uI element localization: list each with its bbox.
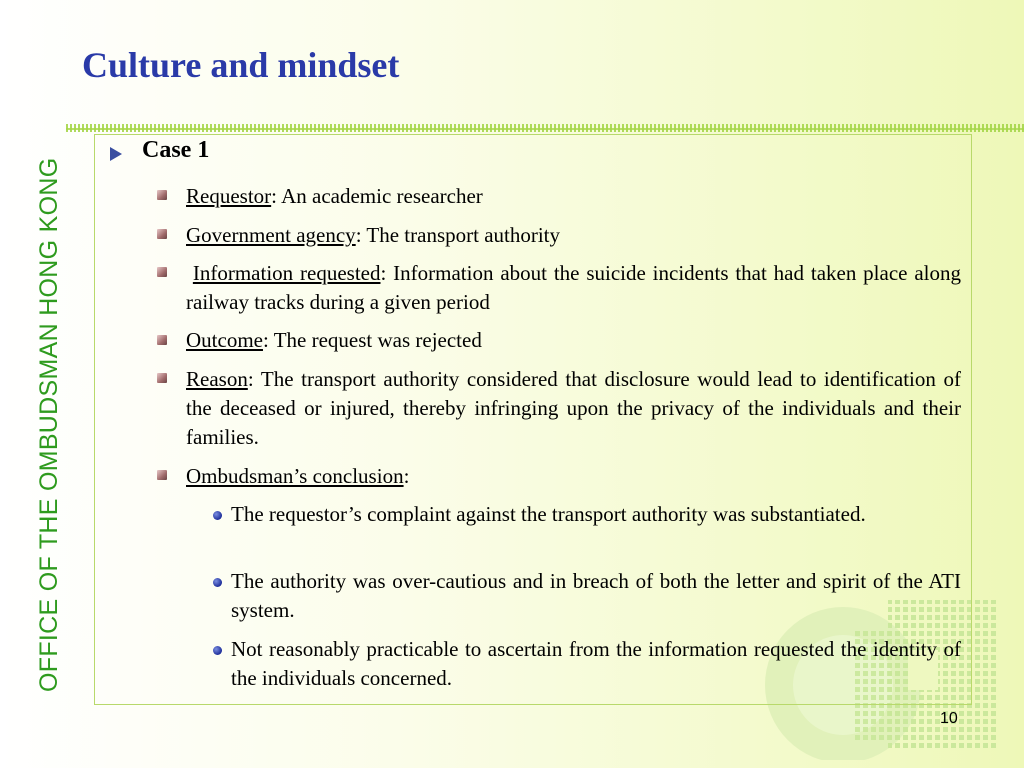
organization-side-label: OFFICE OF THE OMBUDSMAN HONG KONG: [35, 157, 63, 692]
item-label: Reason: [186, 367, 248, 391]
arrow-bullet-icon: [110, 147, 122, 161]
item-label: Outcome: [186, 328, 263, 352]
list-item: [186, 462, 961, 491]
item-label: Requestor: [186, 184, 272, 208]
round-bullet-icon: [213, 646, 222, 655]
list-item: [186, 221, 961, 250]
dotted-divider: [66, 124, 1024, 132]
list-item: [186, 259, 961, 317]
item-text: :: [403, 464, 410, 488]
item-label: Ombudsman’s conclusion: [186, 464, 404, 488]
square-bullet-icon: [157, 470, 167, 480]
square-bullet-icon: [157, 190, 167, 200]
round-bullet-icon: [213, 578, 222, 587]
item-text: : An academic researcher: [271, 184, 483, 208]
conclusion-item: The requestor’s complaint against the transport authority was substantiated.: [231, 502, 866, 526]
conclusion-item: Not reasonably practicable to ascertain from the information requested the identity of the individuals concerned.: [231, 637, 961, 690]
item-text: : Information about the suicide incidents that had taken place along railway tracks during a given period: [186, 261, 961, 314]
square-bullet-icon: [157, 267, 167, 277]
item-label: Government agency: [186, 223, 356, 247]
slide-title: Culture and mindset: [82, 45, 400, 85]
page-number: 10: [940, 710, 958, 727]
item-text: : The transport authority considered that disclosure would lead to identification of the deceased or injured, thereby infringing upon the privacy of the individuals and their families.: [186, 367, 961, 449]
square-bullet-icon: [157, 335, 167, 345]
item-label: Information requested: [192, 261, 381, 285]
item-text: : The request was rejected: [262, 328, 482, 352]
round-bullet-icon: [213, 511, 222, 520]
conclusion-item: The authority was over-cautious and in breach of both the letter and spirit of the ATI system.: [231, 569, 961, 622]
list-item: [186, 365, 961, 452]
list-item: [186, 182, 961, 211]
square-bullet-icon: [157, 229, 167, 239]
list-item: [186, 326, 961, 355]
case-heading: Case 1: [142, 137, 210, 163]
square-bullet-icon: [157, 373, 167, 383]
item-text: : The transport authority: [355, 223, 561, 247]
